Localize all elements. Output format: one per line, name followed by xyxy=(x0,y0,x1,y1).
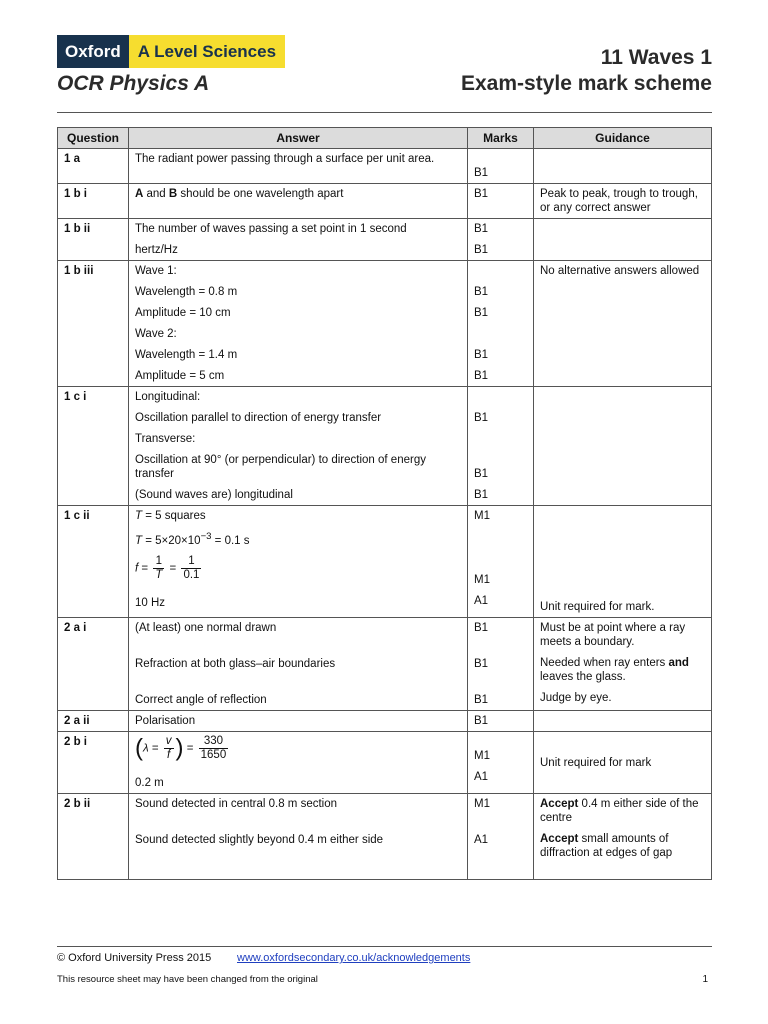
bracket: ( xyxy=(135,734,143,762)
mark: B1 xyxy=(474,349,489,361)
answer-line: 10 Hz xyxy=(135,596,166,609)
page-number: 1 xyxy=(702,974,708,985)
guidance-part: small amounts of diffraction at edges of gap xyxy=(540,833,673,859)
question-cell: 1 c i xyxy=(58,387,129,506)
answer-cell xyxy=(129,618,468,711)
marks-cell xyxy=(468,184,534,219)
guidance-cell xyxy=(534,506,712,618)
header-question: Question xyxy=(58,128,129,149)
mark: M1 xyxy=(474,798,490,810)
guidance-cell xyxy=(534,794,712,880)
equals: = xyxy=(183,742,197,755)
variable: f xyxy=(135,562,139,575)
answer-equation xyxy=(135,555,461,589)
marks-cell xyxy=(468,711,534,732)
guidance-text xyxy=(540,797,705,825)
header-answer: Answer xyxy=(129,128,468,149)
variable: λ xyxy=(143,742,149,755)
mark: B1 xyxy=(474,188,489,200)
question-cell: 1 c ii xyxy=(58,506,129,618)
changed-notice: This resource sheet may have been changed from the original xyxy=(57,974,318,985)
answer-line xyxy=(135,187,461,201)
marks-cell xyxy=(468,387,534,506)
answer-line: Longitudinal: xyxy=(135,391,201,403)
brand-oxford: Oxford xyxy=(57,35,129,68)
answer-text: should be one wavelength apart xyxy=(177,188,344,200)
guidance-cell xyxy=(534,261,712,387)
bracket: ) xyxy=(175,734,184,762)
table-row xyxy=(58,618,712,711)
answer-line: The radiant power passing through a surface per unit area. xyxy=(135,153,435,165)
answer-cell xyxy=(129,732,468,794)
guidance-text: Unit required for mark. xyxy=(540,601,655,613)
answer-cell xyxy=(129,184,468,219)
denominator: f xyxy=(167,749,171,761)
answer-line xyxy=(135,509,461,523)
mark: A1 xyxy=(474,595,489,607)
table-row xyxy=(58,219,712,261)
mark-scheme-table xyxy=(57,127,712,880)
mark: B1 xyxy=(474,715,489,727)
table-row xyxy=(58,506,712,618)
answer-line: Sound detected in central 0.8 m section xyxy=(135,798,338,810)
mark: B1 xyxy=(474,223,489,235)
answer-line: 0.2 m xyxy=(135,777,164,789)
denominator: 1650 xyxy=(200,749,227,761)
brand-logo xyxy=(57,35,285,68)
guidance-part: leaves the glass. xyxy=(540,671,626,683)
table-row xyxy=(58,794,712,880)
mark: B1 xyxy=(474,468,489,480)
mark: B1 xyxy=(474,307,489,319)
mark: B1 xyxy=(474,244,489,256)
denominator: 0.1 xyxy=(183,568,200,581)
mark: B1 xyxy=(474,286,489,298)
answer-text: and xyxy=(143,188,169,200)
fraction xyxy=(164,735,174,762)
answer-cell xyxy=(129,711,468,732)
question-cell: 1 a xyxy=(58,149,129,184)
header-guidance: Guidance xyxy=(534,128,712,149)
document-title: Exam-style mark scheme xyxy=(461,72,712,95)
marks-cell xyxy=(468,732,534,794)
guidance-cell xyxy=(534,184,712,219)
answer-text: = 5 squares xyxy=(142,510,206,522)
answer-line: (Sound waves are) longitudinal xyxy=(135,489,293,501)
mark: M1 xyxy=(474,510,490,522)
marks-cell xyxy=(468,149,534,184)
header-divider xyxy=(57,112,712,113)
marks-cell xyxy=(468,261,534,387)
marks-cell xyxy=(468,219,534,261)
answer-line: Wavelength = 1.4 m xyxy=(135,349,238,361)
guidance-bold: Accept xyxy=(540,833,579,845)
answer-line: Transverse: xyxy=(135,433,196,445)
marks-cell xyxy=(468,794,534,880)
mark: B1 xyxy=(474,694,489,706)
guidance-text: Peak to peak, trough to trough, or any correct answer xyxy=(540,188,698,214)
fraction xyxy=(199,735,229,762)
answer-cell xyxy=(129,261,468,387)
guidance-bold: Accept xyxy=(540,798,579,810)
fraction xyxy=(153,555,164,582)
table-row xyxy=(58,387,712,506)
table-row xyxy=(58,732,712,794)
exponent: −3 xyxy=(200,531,212,542)
fraction xyxy=(181,555,201,582)
brand-sciences: A Level Sciences xyxy=(129,35,285,68)
answer-line: Oscillation parallel to direction of energy transfer xyxy=(135,412,382,424)
guidance-cell xyxy=(534,711,712,732)
mark: B1 xyxy=(474,658,489,670)
header-marks: Marks xyxy=(468,128,534,149)
guidance-bold: and xyxy=(668,657,689,669)
answer-line: Wavelength = 0.8 m xyxy=(135,286,238,298)
marks-cell xyxy=(468,506,534,618)
answer-line: Wave 2: xyxy=(135,328,177,340)
guidance-text xyxy=(540,656,705,684)
answer-text: = 5×20×10 xyxy=(142,534,201,547)
question-cell: 1 b ii xyxy=(58,219,129,261)
answer-equation xyxy=(135,735,461,769)
marks-cell xyxy=(468,618,534,711)
guidance-text: Must be at point where a ray meets a boundary. xyxy=(540,622,686,648)
mark: B1 xyxy=(474,370,489,382)
mark: A1 xyxy=(474,834,489,846)
guidance-text: Judge by eye. xyxy=(540,692,612,704)
mark: A1 xyxy=(474,771,489,783)
acknowledgements-link[interactable]: www.oxfordsecondary.co.uk/acknowledgements xyxy=(237,952,471,964)
guidance-text xyxy=(540,832,705,860)
variable: T xyxy=(135,510,143,522)
answer-cell xyxy=(129,219,468,261)
numerator: v xyxy=(165,735,172,747)
guidance-text: Unit required for mark xyxy=(540,757,652,769)
question-cell: 2 a ii xyxy=(58,711,129,732)
question-cell: 1 b iii xyxy=(58,261,129,387)
question-cell: 2 b i xyxy=(58,732,129,794)
table-row xyxy=(58,711,712,732)
guidance-cell xyxy=(534,149,712,184)
answer-line: Amplitude = 5 cm xyxy=(135,370,225,382)
answer-line: hertz/Hz xyxy=(135,244,178,256)
equals: = xyxy=(148,742,162,755)
mark: B1 xyxy=(474,167,489,179)
subject-title: OCR Physics A xyxy=(57,72,210,95)
numerator: 1 xyxy=(181,555,201,569)
equals: = xyxy=(166,562,180,575)
answer-line: Amplitude = 10 cm xyxy=(135,307,231,319)
mark: B1 xyxy=(474,622,489,634)
denominator: T xyxy=(155,568,163,581)
answer-line: Wave 1: xyxy=(135,265,177,277)
answer-cell xyxy=(129,794,468,880)
answer-line: Refraction at both glass–air boundaries xyxy=(135,658,336,670)
answer-line: (At least) one normal drawn xyxy=(135,622,277,634)
answer-line: Correct angle of reflection xyxy=(135,694,267,706)
guidance-part: Needed when ray enters xyxy=(540,657,669,669)
answer-cell xyxy=(129,506,468,618)
guidance-cell xyxy=(534,387,712,506)
variable: T xyxy=(135,534,143,547)
footer-divider xyxy=(57,946,712,947)
guidance-cell xyxy=(534,618,712,711)
question-cell: 2 a i xyxy=(58,618,129,711)
guidance-text: No alternative answers allowed xyxy=(540,265,700,277)
answer-line: The number of waves passing a set point in 1 second xyxy=(135,223,407,235)
answer-bold: A xyxy=(135,188,144,200)
answer-line: Polarisation xyxy=(135,715,196,727)
question-cell: 2 b ii xyxy=(58,794,129,880)
mark: B1 xyxy=(474,412,489,424)
numerator: 1 xyxy=(153,555,164,569)
mark: M1 xyxy=(474,750,490,762)
mark: M1 xyxy=(474,574,490,586)
table-row xyxy=(58,184,712,219)
equals: = xyxy=(138,562,152,575)
guidance-cell xyxy=(534,219,712,261)
question-cell: 1 b i xyxy=(58,184,129,219)
answer-line: Sound detected slightly beyond 0.4 m either side xyxy=(135,834,384,846)
table-row xyxy=(58,261,712,387)
answer-line: Oscillation at 90° (or perpendicular) to direction of energy transfer xyxy=(135,454,426,480)
copyright-text: © Oxford University Press 2015 xyxy=(57,952,212,964)
answer-text: = 0.1 s xyxy=(211,534,250,547)
mark: B1 xyxy=(474,489,489,501)
answer-line xyxy=(135,530,461,548)
chapter-title: 11 Waves 1 xyxy=(600,46,712,69)
guidance-cell xyxy=(534,732,712,794)
guidance-part: 0.4 m either side of the centre xyxy=(540,798,699,824)
numerator: 330 xyxy=(199,735,229,749)
table-header-row xyxy=(58,128,712,149)
answer-cell xyxy=(129,149,468,184)
answer-cell xyxy=(129,387,468,506)
table-row xyxy=(58,149,712,184)
answer-bold: B xyxy=(168,188,178,200)
